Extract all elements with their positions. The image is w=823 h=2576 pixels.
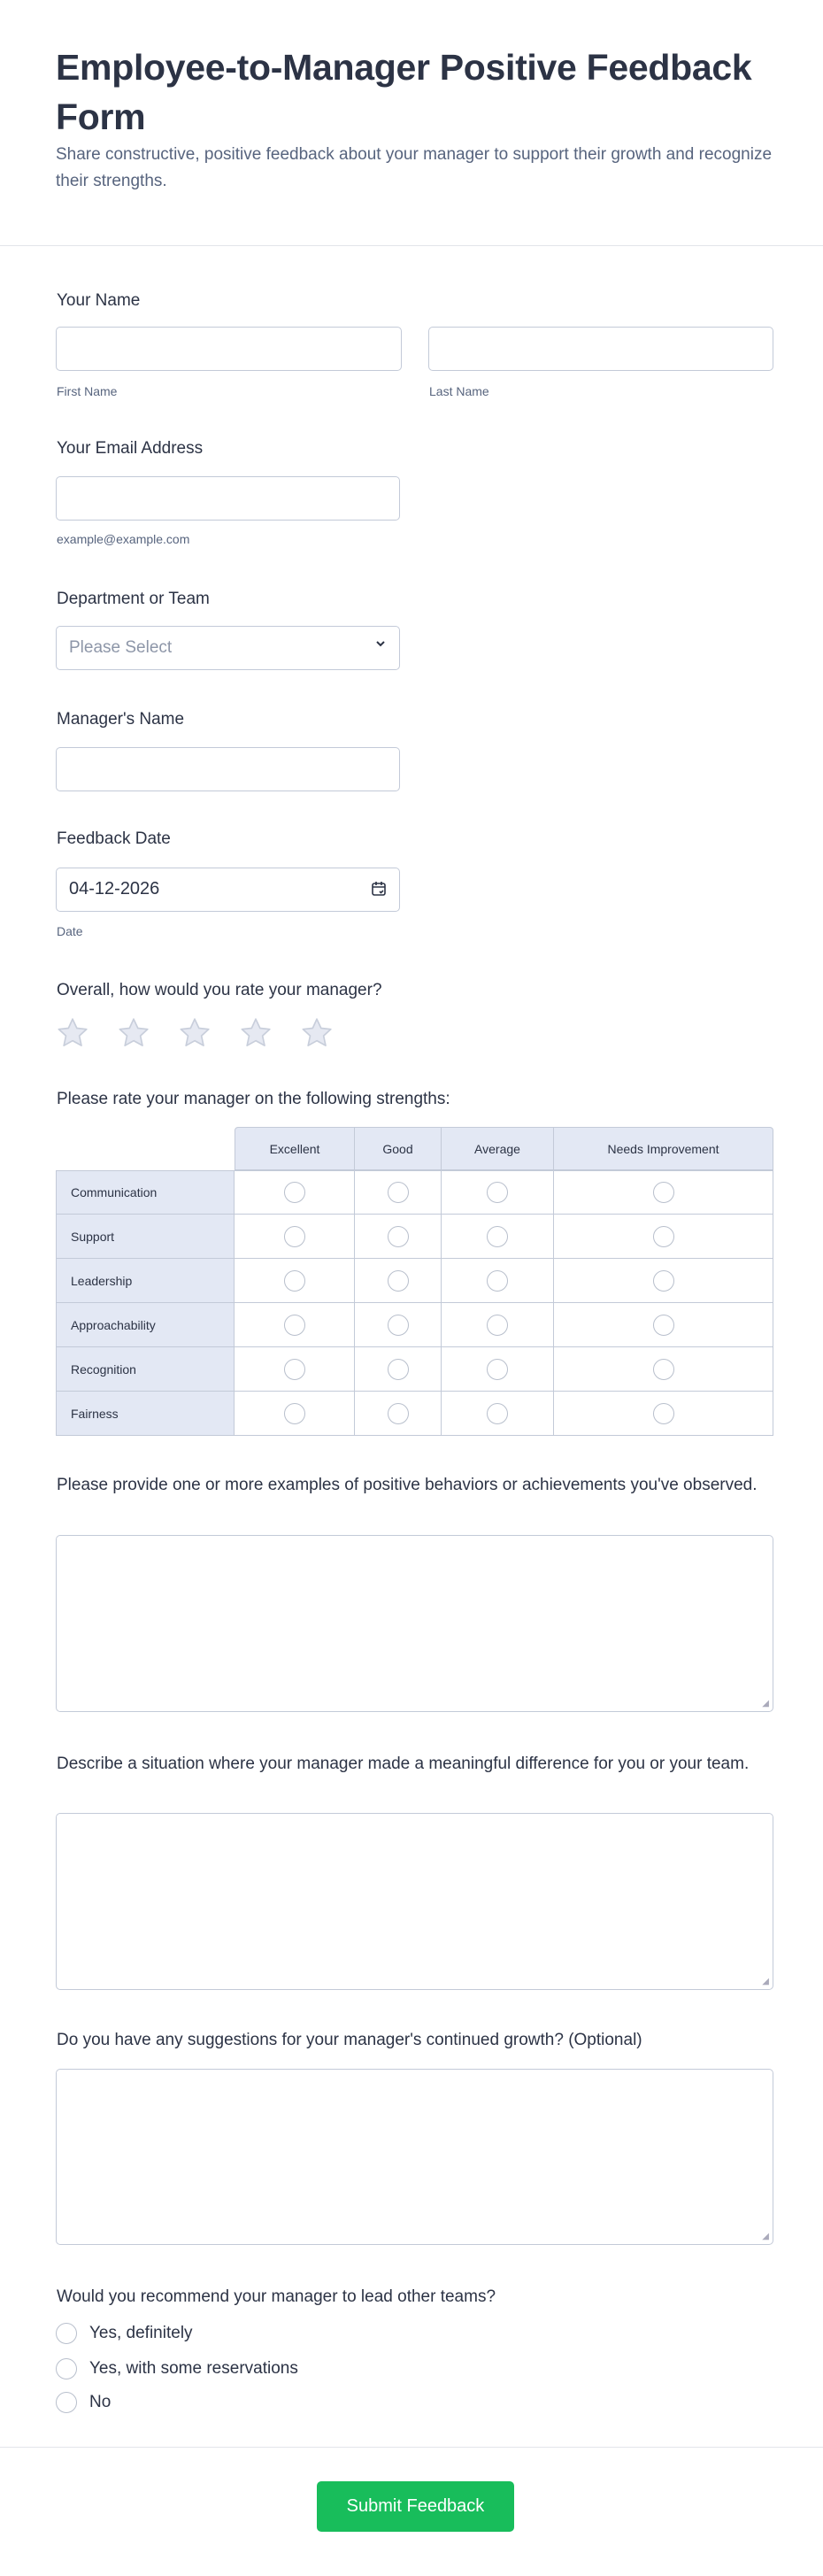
radio-button[interactable] [653, 1359, 674, 1380]
star-icon[interactable] [177, 1015, 212, 1055]
option-label: No [89, 2393, 112, 2411]
first-name-input[interactable] [56, 327, 402, 371]
last-name-sublabel: Last Name [429, 384, 489, 398]
radio-button[interactable] [487, 1359, 508, 1380]
matrix-row [56, 1347, 773, 1392]
radio-button[interactable] [487, 1226, 508, 1247]
radio-button[interactable] [284, 1359, 305, 1380]
matrix-row-label: Communication [56, 1170, 235, 1215]
department-select[interactable] [56, 626, 400, 670]
last-name-input[interactable] [428, 327, 773, 371]
email-label: Your Email Address [57, 439, 204, 458]
recommend-label: Would you recommend your manager to lead other teams? [57, 2287, 496, 2306]
radio-button[interactable] [284, 1315, 305, 1336]
matrix-row [56, 1303, 773, 1347]
page-title: Employee-to-Manager Positive Feedback Form [56, 47, 752, 137]
date-label: Feedback Date [57, 829, 171, 848]
option-label: Yes, with some reservations [89, 2359, 298, 2378]
chevron-down-icon [374, 637, 387, 652]
matrix-column-header: Good [355, 1127, 442, 1170]
resize-handle-icon[interactable]: ◢ [762, 1699, 769, 1708]
matrix-row-label: Approachability [56, 1303, 235, 1347]
radio-button[interactable] [653, 1315, 674, 1336]
matrix-cell [554, 1215, 773, 1259]
radio-button[interactable] [653, 1182, 674, 1203]
radio-button[interactable] [487, 1182, 508, 1203]
radio-button[interactable] [284, 1226, 305, 1247]
star-icon[interactable] [238, 1015, 273, 1055]
resize-handle-icon[interactable]: ◢ [762, 2232, 769, 2241]
matrix-cell [442, 1347, 554, 1392]
matrix-row [56, 1392, 773, 1436]
date-sublabel: Date [57, 924, 83, 938]
radio-button[interactable] [388, 1403, 409, 1424]
matrix-cell [355, 1347, 442, 1392]
matrix-column-header: Average [442, 1127, 554, 1170]
email-input[interactable] [56, 476, 400, 521]
radio-button[interactable] [284, 1403, 305, 1424]
radio-button[interactable] [388, 1182, 409, 1203]
examples-textarea[interactable] [56, 1535, 773, 1712]
matrix-cell [235, 1392, 355, 1436]
radio-button[interactable] [487, 1403, 508, 1424]
email-sublabel: example@example.com [57, 532, 190, 546]
radio-button[interactable] [284, 1270, 305, 1292]
radio-button[interactable] [653, 1270, 674, 1292]
matrix-cell [554, 1347, 773, 1392]
matrix-row-label: Recognition [56, 1347, 235, 1392]
radio-button[interactable] [388, 1270, 409, 1292]
matrix-cell [355, 1170, 442, 1215]
first-name-sublabel: First Name [57, 384, 118, 398]
matrix-cell [554, 1170, 773, 1215]
situation-label: Describe a situation where your manager made a meaningful difference for you or your team. [57, 1755, 750, 1773]
radio-button[interactable] [284, 1182, 305, 1203]
matrix-cell [355, 1215, 442, 1259]
radio-button[interactable] [487, 1315, 508, 1336]
matrix-cell [235, 1347, 355, 1392]
matrix-cell [235, 1170, 355, 1215]
matrix-row [56, 1170, 773, 1215]
recommend-option-no[interactable] [56, 2392, 111, 2413]
matrix-cell [235, 1303, 355, 1347]
matrix-cell [235, 1215, 355, 1259]
radio-button[interactable] [653, 1226, 674, 1247]
matrix-cell [442, 1392, 554, 1436]
footer-divider [0, 2447, 823, 2448]
matrix-column-header: Excellent [235, 1127, 355, 1170]
department-label: Department or Team [57, 590, 210, 608]
radio-button[interactable] [388, 1359, 409, 1380]
radio-button[interactable] [388, 1315, 409, 1336]
matrix-row [56, 1215, 773, 1259]
recommend-option-yes-reservations[interactable] [56, 2358, 298, 2379]
matrix-row-label: Fairness [56, 1392, 235, 1436]
matrix-cell [554, 1392, 773, 1436]
star-icon[interactable] [116, 1015, 151, 1055]
star-icon[interactable] [299, 1015, 335, 1055]
star-rating [55, 1015, 335, 1055]
submit-button[interactable]: Submit Feedback [317, 2481, 514, 2532]
header-divider [0, 245, 823, 246]
matrix-corner [56, 1127, 235, 1170]
suggestions-textarea[interactable] [56, 2069, 773, 2245]
radio-button[interactable] [56, 2358, 77, 2379]
matrix-cell [442, 1259, 554, 1303]
matrix-cell [442, 1303, 554, 1347]
resize-handle-icon[interactable]: ◢ [762, 1977, 769, 1986]
situation-textarea[interactable] [56, 1813, 773, 1990]
matrix-column-header: Needs Improvement [554, 1127, 773, 1170]
name-label: Your Name [57, 291, 141, 310]
radio-button[interactable] [56, 2392, 77, 2413]
matrix-row [56, 1259, 773, 1303]
matrix-cell [355, 1392, 442, 1436]
rating-label: Overall, how would you rate your manager? [57, 981, 382, 999]
matrix-cell [442, 1170, 554, 1215]
option-label: Yes, definitely [89, 2324, 193, 2342]
date-input[interactable] [56, 868, 400, 912]
calendar-icon[interactable] [371, 881, 387, 901]
department-placeholder: Please Select [69, 638, 173, 657]
suggestions-label: Do you have any suggestions for your manager's continued growth? (Optional) [57, 2031, 642, 2049]
form-description: Share constructive, positive feedback about your manager to support their growth and recognize their strengths. [56, 145, 773, 190]
star-icon[interactable] [55, 1015, 90, 1055]
matrix-cell [554, 1303, 773, 1347]
matrix-row-label: Leadership [56, 1259, 235, 1303]
matrix-row-label: Support [56, 1215, 235, 1259]
recommend-option-yes-definitely[interactable] [56, 2323, 193, 2344]
matrix-label: Please rate your manager on the following strengths: [57, 1090, 450, 1108]
manager-label: Manager's Name [57, 710, 185, 729]
strengths-matrix [56, 1127, 773, 1436]
radio-button[interactable] [56, 2323, 77, 2344]
matrix-cell [235, 1259, 355, 1303]
examples-label: Please provide one or more examples of positive behaviors or achievements you've observed. [57, 1476, 758, 1494]
radio-button[interactable] [388, 1226, 409, 1247]
matrix-cell [442, 1215, 554, 1259]
date-value: 04-12-2026 [69, 879, 160, 899]
matrix-cell [554, 1259, 773, 1303]
matrix-cell [355, 1303, 442, 1347]
radio-button[interactable] [653, 1403, 674, 1424]
manager-name-input[interactable] [56, 747, 400, 791]
radio-button[interactable] [487, 1270, 508, 1292]
matrix-cell [355, 1259, 442, 1303]
